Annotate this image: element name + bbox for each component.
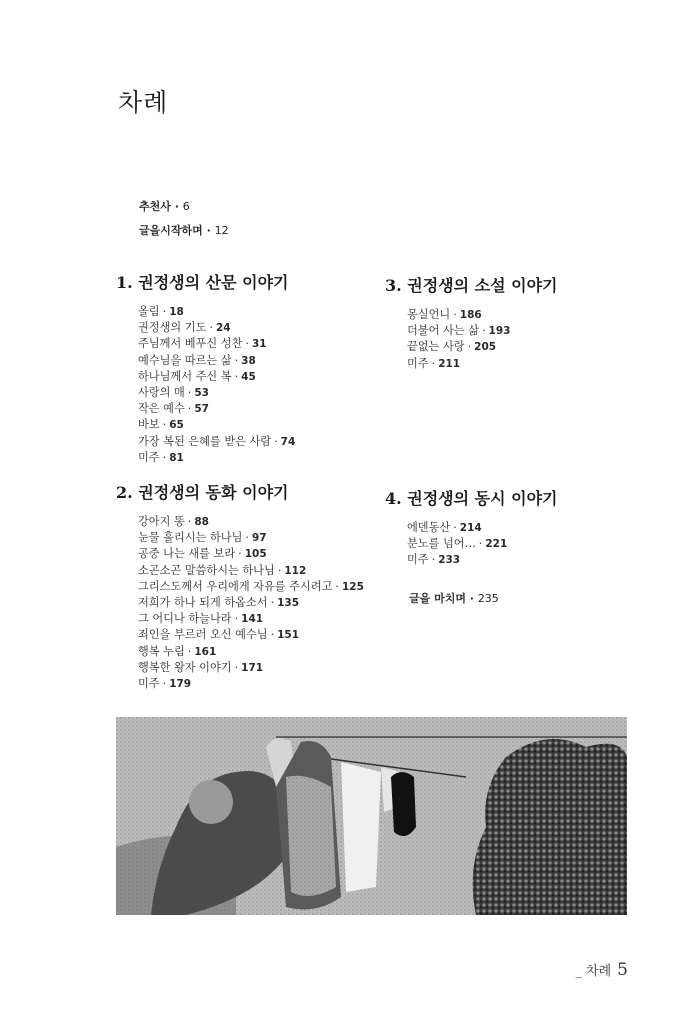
section-entries [407,520,558,569]
toc-entry-title: 죄인을 부르러 오신 예수님 [138,628,268,642]
toc-entry-title: 그리스도께서 우리에게 자유를 주시려고 [138,579,333,593]
toc-entry-title: 행복 누림 [138,644,185,658]
footer-label: _ 차례 [575,964,612,979]
toc-entry-title: 주님께서 베푸신 성찬 [138,337,243,351]
toc-entry-title: 추천사 [139,200,171,213]
page-title: 차례 [118,87,169,117]
toc-entry-page: 221 [485,538,508,551]
toc-entry-page: 97 [251,532,267,545]
toc-entry-title: 미주 [407,553,429,567]
toc-entry[interactable] [407,552,558,568]
toc-entry-title: 사랑의 매 [138,386,185,400]
toc-entry[interactable] [138,385,295,401]
separator-dot: · [187,644,192,658]
toc-entry[interactable] [138,417,295,433]
separator-dot: · [270,596,275,610]
toc-entry-page: 45 [241,370,256,383]
page-footer [575,960,628,980]
toc-entry-page: 57 [194,403,209,416]
toc-entry-foreword[interactable]: 추천사 · 6 [139,200,190,213]
separator-dot: · [187,402,192,416]
separator-dot: · [209,321,213,335]
toc-entry-title: 미주 [138,450,160,464]
toc-entry-title: 공중 나는 새를 보라 [138,547,236,561]
toc-entry-page: 88 [194,516,209,528]
separator-dot: · [162,418,167,432]
toc-entry-title: 분노를 넘어… [407,537,476,551]
section-title: 2. 권정생의 동화 이야기 [116,483,289,502]
toc-entry-title: 끝없는 사랑 [407,340,465,354]
toc-entry-title: 미주 [407,356,429,370]
separator-dot: · [234,660,239,674]
toc-entry-title: 바보 [138,418,160,432]
separator-dot: · [274,434,278,448]
toc-entry[interactable] [138,546,364,562]
toc-entry-title: 하나님께서 주신 복 [138,369,232,383]
separator-dot: · [187,386,192,400]
toc-entry[interactable] [138,660,364,676]
section-entries [138,304,295,466]
toc-section-3 [385,273,558,372]
toc-entry-title: 권정생의 기도 [138,321,207,335]
toc-section-4 [385,486,558,569]
toc-entry[interactable] [138,450,295,466]
separator-dot: · [453,308,457,321]
toc-entry-title: 에덴동산 [407,521,451,534]
toc-entry-page: 24 [215,322,231,335]
illustration-photo [116,717,627,915]
toc-entry-page: 81 [169,451,184,464]
separator-dot: · [162,677,167,691]
separator-dot: · [234,369,239,383]
toc-entry[interactable] [138,611,364,627]
toc-entry-title: 예수님을 따르는 삶 [138,353,232,367]
toc-entry-page: 211 [438,357,461,370]
toc-entry-title: 저희가 하나 되게 하옵소서 [138,596,268,610]
toc-section-2 [116,480,364,692]
toc-entry[interactable] [138,579,364,595]
toc-entry-page: 186 [459,309,482,321]
separator-dot: · [234,612,239,626]
toc-entry-page: 205 [474,341,497,354]
toc-entry-title: 강아지 똥 [138,515,185,528]
toc-entry-introduction[interactable]: 글을시작하며 · 12 [139,224,229,237]
toc-entry-page: 18 [169,306,184,318]
page-number: 5 [617,960,628,980]
toc-entry[interactable] [138,563,364,579]
toc-entry-page: 235 [477,592,499,605]
toc-entry-page: 125 [341,580,364,593]
toc-entry[interactable] [407,536,558,552]
toc-entry-page: 31 [251,338,267,351]
toc-entry[interactable] [138,353,295,369]
toc-entry-title: 소곤소곤 말씀하시는 하나님 [138,563,275,577]
separator-dot: · [162,305,167,318]
toc-entry-title: 더불어 사는 삶 [407,324,479,338]
toc-entry-page: 135 [277,597,300,610]
toc-entry-page: 65 [169,419,184,432]
toc-entry[interactable] [138,530,364,546]
toc-entry-page: 161 [194,645,217,658]
section-title: 1. 권정생의 산문 이야기 [116,273,289,292]
toc-entry-page: 6 [182,200,190,213]
toc-entry-page: 112 [284,564,307,577]
toc-entry-title: 행복한 왕자 이야기 [138,660,232,674]
separator-dot: · [431,356,436,370]
toc-entry[interactable] [138,644,364,660]
photo-image [116,717,627,915]
section-entries [407,307,558,372]
toc-entry[interactable] [138,595,364,611]
toc-entry[interactable] [407,339,558,355]
toc-entry-page: 53 [194,387,209,400]
toc-entry-page: 179 [169,678,192,691]
separator-dot: · [335,579,339,593]
toc-entry[interactable] [138,434,295,450]
separator-dot: · [245,337,249,351]
toc-entry-title: 글을 마치며 [409,592,466,605]
separator-dot: · [234,353,239,367]
toc-entry[interactable] [138,336,295,352]
toc-entry[interactable] [407,520,558,536]
toc-entry-title: 몽실언니 [407,308,451,321]
toc-entry-page: 151 [277,629,300,642]
toc-entry-page: 193 [488,325,511,338]
separator-dot: · [467,340,472,354]
toc-entry[interactable] [138,369,295,385]
toc-entry[interactable] [407,307,558,323]
separator-dot: · [277,563,282,577]
toc-entry[interactable] [138,320,295,336]
separator-dot: · [431,553,436,567]
separator-dot: · [453,521,457,534]
separator-dot: · [187,515,192,528]
toc-entry-page: 38 [241,354,256,367]
toc-entry[interactable] [138,627,364,643]
toc-section-1 [116,270,295,466]
toc-entry-page: 74 [280,435,296,448]
separator-dot: · [270,628,275,642]
toc-entry[interactable] [138,401,295,417]
separator-dot: · [245,531,249,545]
toc-entry[interactable] [138,304,295,320]
toc-entry-page: 12 [214,224,229,237]
toc-entry-title: 눈물 흘리시는 하나님 [138,531,243,545]
toc-entry[interactable] [407,323,558,339]
toc-entry-page: 233 [438,554,461,567]
toc-entry-title: 그 어디나 하늘나라 [138,612,232,626]
section-title: 3. 권정생의 소설 이야기 [385,276,558,295]
separator-dot: · [162,450,167,464]
separator-dot: · [481,324,486,338]
toc-entry-title: 가장 복된 은혜를 받은 사람 [138,434,272,448]
toc-entry[interactable] [138,514,364,530]
toc-entry-title: 올림 [138,305,160,318]
toc-entry-closing[interactable]: 글을 마치며 · 235 [409,592,499,605]
toc-entry-page: 171 [241,661,264,674]
toc-entry[interactable] [407,356,558,372]
section-title: 4. 권정생의 동시 이야기 [385,489,558,508]
toc-entry-page: 214 [459,522,482,534]
toc-entry-title: 작은 예수 [138,402,185,416]
toc-entry-page: 141 [241,613,264,626]
toc-entry-page: 105 [244,548,267,561]
toc-entry[interactable] [138,676,364,692]
toc-entry-title: 글을시작하며 [139,224,203,237]
separator-dot: · [238,547,242,561]
separator-dot: · [478,537,483,551]
section-entries [138,514,364,692]
toc-entry-title: 미주 [138,677,160,691]
